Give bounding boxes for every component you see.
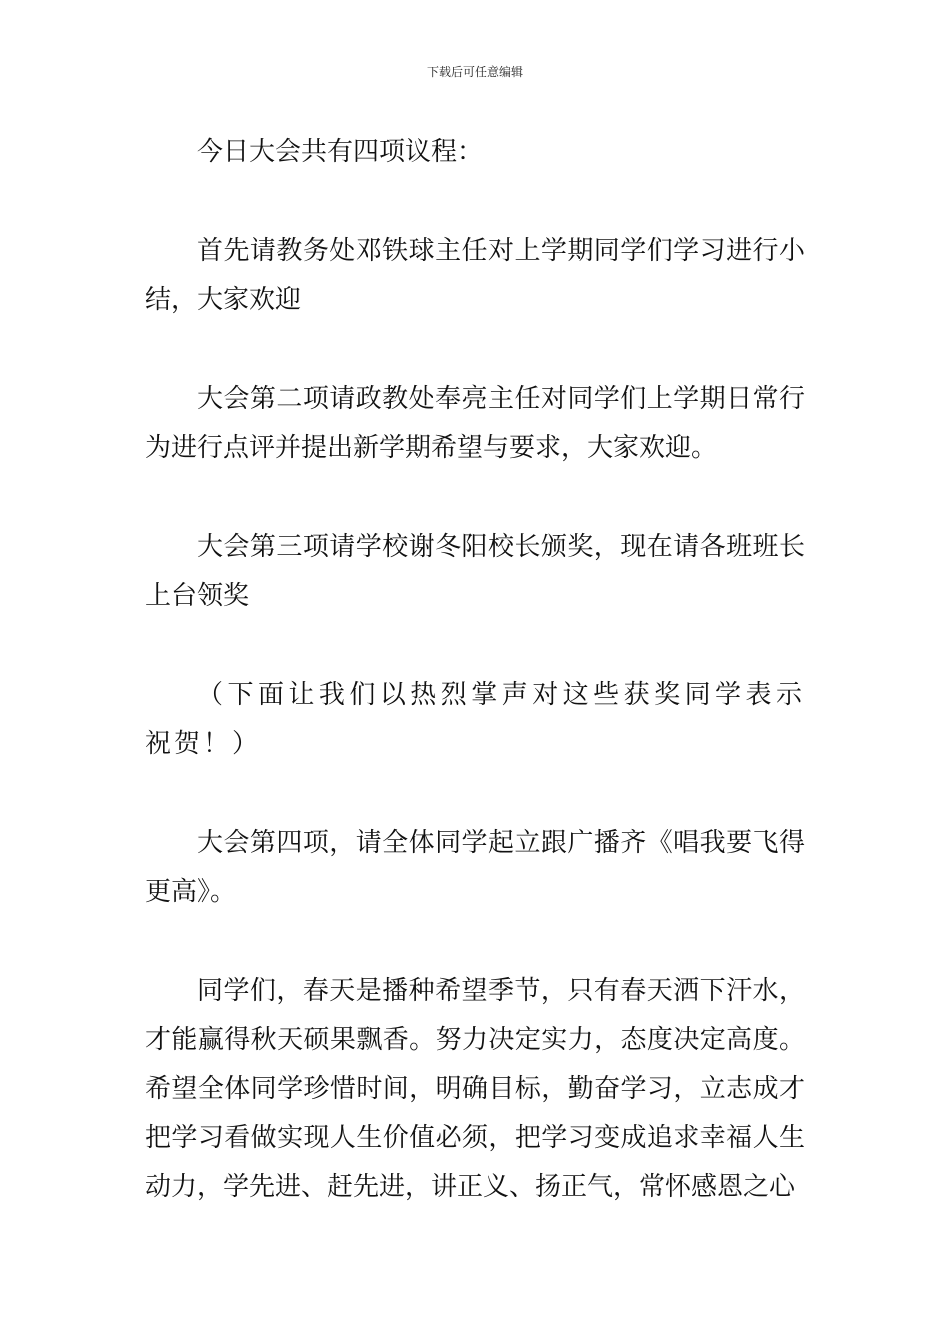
document-body <box>145 128 805 1212</box>
paragraph-closing-speech: 同学们，春天是播种希望季节，只有春天洒下汗水，才能赢得秋天硕果飘香。努力决定实力，态度决定高度。希望全体同学珍惜时间，明确目标，勤奋学习，立志成才把学习看做实现人生价值必须，把学习变成追求幸福人生动力，学先进、赶先进，讲正义、扬正气，常怀感恩之心 <box>145 976 805 1202</box>
paragraph-agenda-item-4: 大会第四项，请全体同学起立跟广播齐《唱我要飞得更高》。 <box>145 828 805 907</box>
paragraph-agenda-intro: 今日大会共有四项议程： <box>197 137 484 167</box>
paragraph-congratulations: （下面让我们以热烈掌声对这些获奖同学表示祝贺！） <box>145 680 805 759</box>
page-header-note: 下载后可任意编辑 <box>426 65 523 79</box>
paragraph-agenda-item-2: 大会第二项请政教处奉亮主任对同学们上学期日常行为进行点评并提出新学期希望与要求，大家欢迎。 <box>145 384 805 463</box>
paragraph-agenda-item-3: 大会第三项请学校谢冬阳校长颁奖，现在请各班班长上台领奖 <box>145 532 805 611</box>
paragraph-agenda-item-1: 首先请教务处邓铁球主任对上学期同学们学习进行小结，大家欢迎 <box>145 236 805 315</box>
